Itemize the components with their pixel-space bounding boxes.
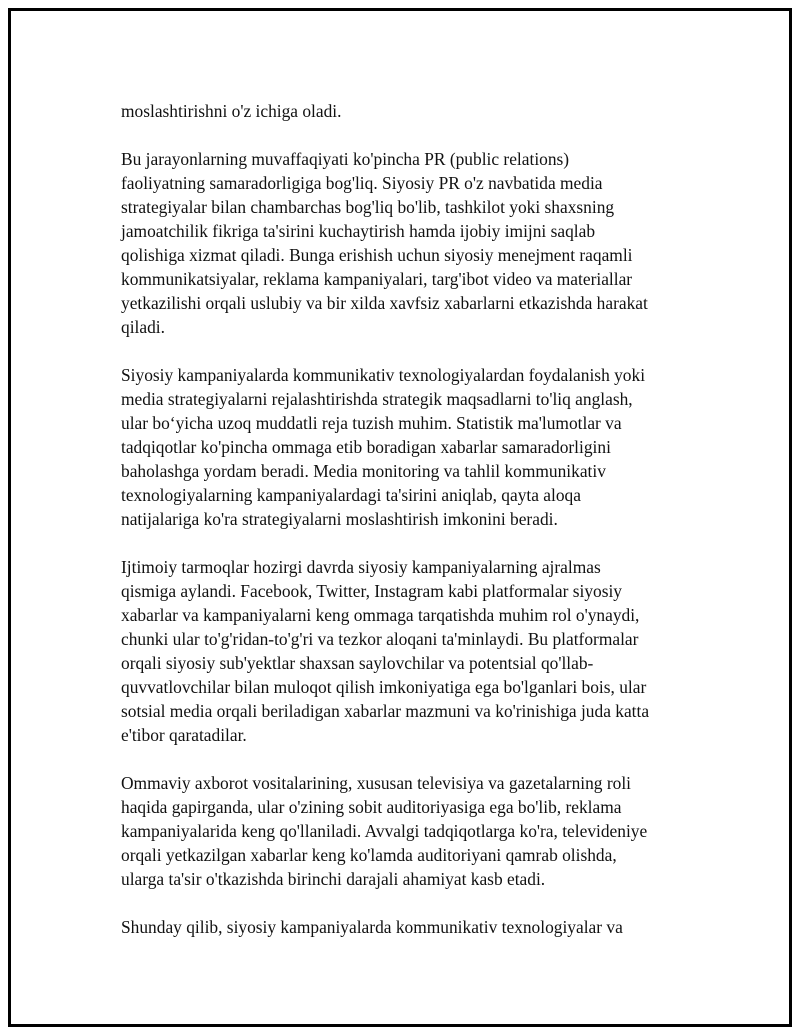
text-line: yetkazilishi orqali uslubiy va bir xilda xavfsiz xabarlarni etkazishda harakat [121,293,648,313]
document-body [121,99,696,963]
text-line: baholashga yordam beradi. Media monitoring va tahlil kommunikativ [121,461,606,481]
text-line: texnologiyalarning kampaniyalardagi ta'sirini aniqlab, qayta aloqa [121,485,581,505]
text-line: haqida gapirganda, ular o'zining sobit auditoriyasiga ega bo'lib, reklama [121,797,622,817]
paragraph-2 [121,147,696,339]
text-line: qiladi. [121,317,165,337]
paragraph-1 [121,99,696,123]
text-line: moslashtirishni o'z ichiga oladi. [121,101,342,121]
text-line: Ommaviy axborot vositalarining, xususan televisiya va gazetalarning roli [121,773,631,793]
text-line: qismiga aylandi. Facebook, Twitter, Instagram kabi platformalar siyosiy [121,581,623,601]
paragraph-6 [121,915,696,939]
text-line: natijalariga ko'ra strategiyalarni moslashtirish imkonini beradi. [121,509,558,529]
text-line: quvvatlovchilar bilan muloqot qilish imkoniyatiga ega bo'lganlari bois, ular [121,677,647,697]
text-line: sotsial media orqali beriladigan xabarlar mazmuni va ko'rinishiga juda katta [121,701,650,721]
text-line: xabarlar va kampaniyalarni keng ommaga tarqatishda muhim rol o'ynaydi, [121,605,640,625]
text-line: e'tibor qaratadilar. [121,725,247,745]
text-line: kommunikatsiyalar, reklama kampaniyalari, targ'ibot video va materiallar [121,269,633,289]
text-line: Ijtimoiy tarmoqlar hozirgi davrda siyosiy kampaniyalarning ajralmas [121,557,601,577]
text-line: ularga ta'sir o'tkazishda birinchi darajali ahamiyat kasb etadi. [121,869,546,889]
text-line: orqali yetkazilgan xabarlar keng ko'lamda auditoriyani qamrab olishda, [121,845,617,865]
text-line: Siyosiy kampaniyalarda kommunikativ texnologiyalardan foydalanish yoki [121,365,646,385]
text-line: Shunday qilib, siyosiy kampaniyalarda kommunikativ texnologiyalar va [121,917,623,937]
text-line: media strategiyalarni rejalashtirishda strategik maqsadlarni to'liq anglash, [121,389,633,409]
text-line: Bu jarayonlarning muvaffaqiyati ko'pincha PR (public relations) [121,149,570,169]
text-line: jamoatchilik fikriga ta'sirini kuchaytirish hamda ijobiy imijni saqlab [121,221,596,241]
text-line: orqali siyosiy sub'yektlar shaxsan saylovchilar va potentsial qo'llab- [121,653,594,673]
text-line: ular bo‘yicha uzoq muddatli reja tuzish muhim. Statistik ma'lumotlar va [121,413,622,433]
paragraph-5 [121,771,696,891]
text-line: tadqiqotlar ko'pincha ommaga etib boradigan xabarlar samaradorligini [121,437,611,457]
text-line: qolishiga xizmat qiladi. Bunga erishish uchun siyosiy menejment raqamli [121,245,633,265]
text-line: chunki ular to'g'ridan-to'g'ri va tezkor aloqani ta'minlaydi. Bu platformalar [121,629,639,649]
text-line: faoliyatning samaradorligiga bog'liq. Siyosiy PR o'z navbatida media [121,173,603,193]
paragraph-3 [121,363,696,531]
text-line: kampaniyalarida keng qo'llaniladi. Avvalgi tadqiqotlarga ko'ra, televideniye [121,821,648,841]
text-line: strategiyalar bilan chambarchas bog'liq bo'lib, tashkilot yoki shaxsning [121,197,615,217]
page-frame [8,8,792,1027]
paragraph-4 [121,555,696,747]
